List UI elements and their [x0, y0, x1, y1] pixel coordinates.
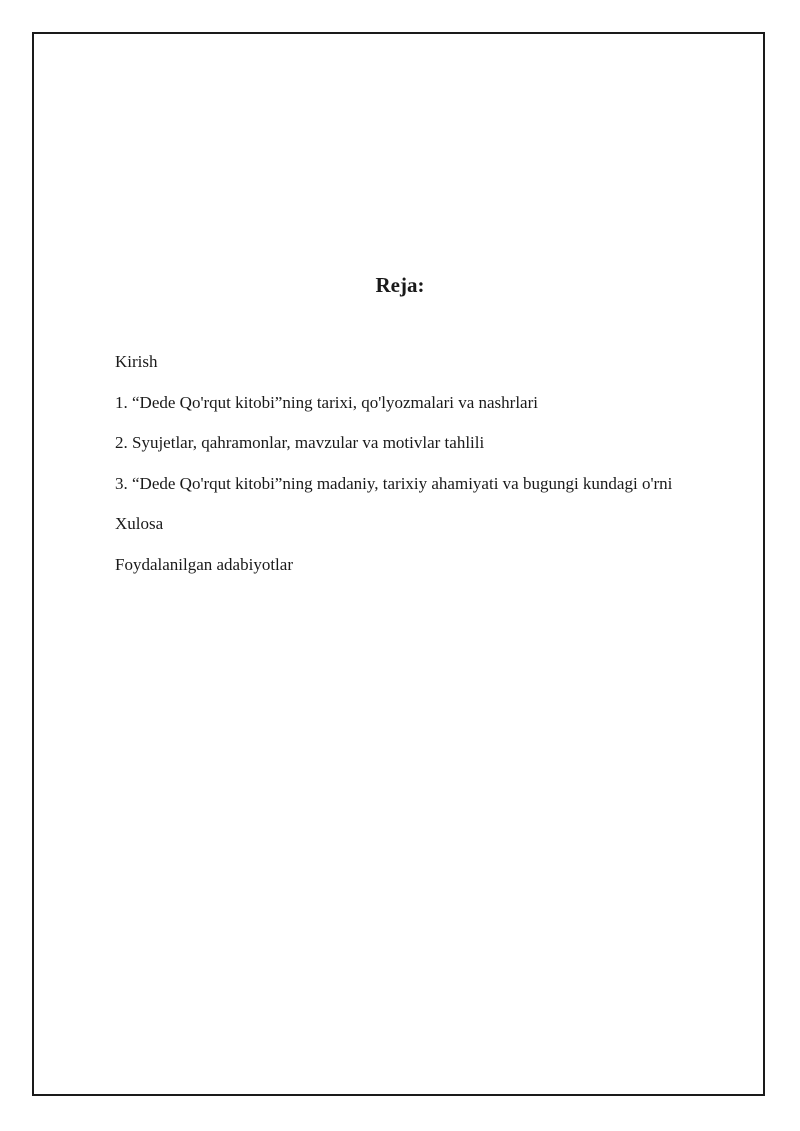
- plan-item-references: Foydalanilgan adabiyotlar: [115, 554, 293, 574]
- plan-item-introduction: Kirish: [115, 352, 158, 371]
- plan-list: [115, 350, 672, 594]
- plan-item-chapter-2: 2. Syujetlar, qahramonlar, mavzular va motivlar tahlili: [115, 433, 485, 453]
- page-title: Reja:: [375, 273, 425, 297]
- plan-item-chapter-1: 1. “Dede Qo'rqut kitobi”ning tarixi, qo'lyozmalari va nashrlari: [115, 392, 538, 412]
- plan-item-conclusion: Xulosa: [115, 514, 164, 534]
- plan-item-chapter-3: 3. “Dede Qo'rqut kitobi”ning madaniy, tarixiy ahamiyati va bugungi kundagi o'rni: [115, 473, 673, 493]
